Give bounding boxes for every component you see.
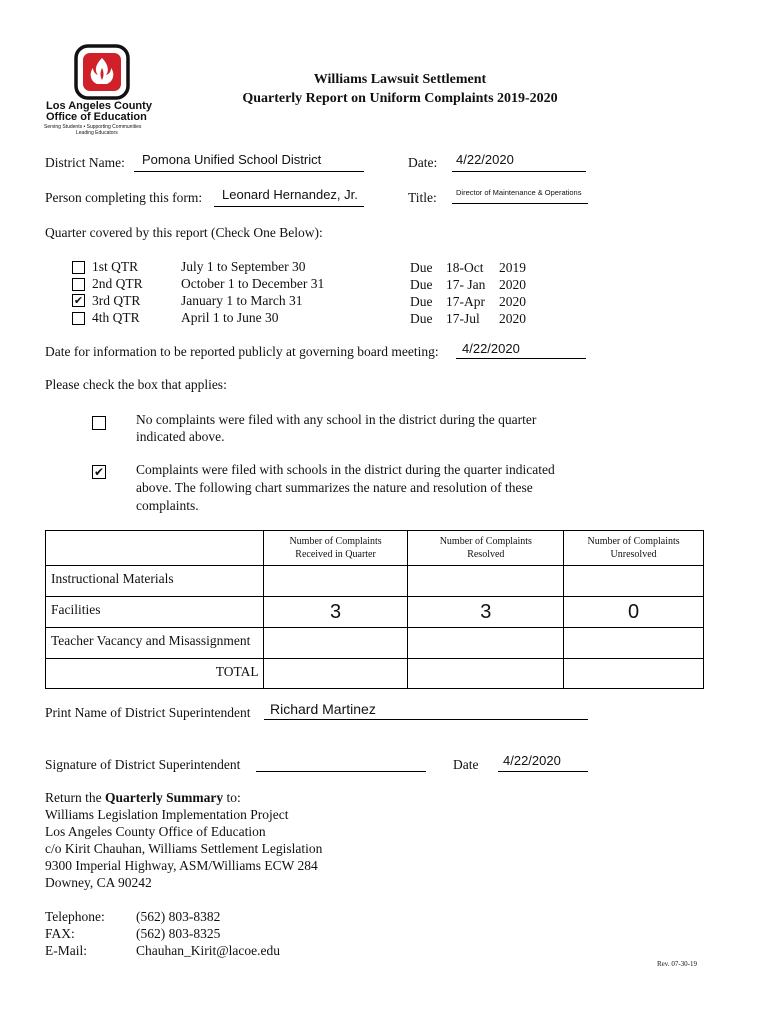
- title-field[interactable]: Director of Maintenance & Operations: [456, 188, 582, 197]
- date-field[interactable]: 4/22/2020: [456, 152, 514, 167]
- cell-total-resolved[interactable]: [408, 659, 564, 689]
- qtr2-year: 2020: [499, 277, 526, 292]
- cell-teacher-resolved[interactable]: [408, 628, 564, 659]
- quarter-prompt: Quarter covered by this report (Check One Below):: [45, 225, 323, 240]
- qtr1-due: Due: [410, 260, 433, 275]
- qtr1-checkbox[interactable]: [72, 261, 85, 274]
- row-label-instructional: Instructional Materials: [46, 566, 264, 597]
- header-unresolved: Number of Complaints Unresolved: [564, 531, 704, 566]
- cell-facilities-unresolved[interactable]: 0: [564, 597, 704, 628]
- cell-instructional-unresolved[interactable]: [564, 566, 704, 597]
- logo-tagline1: Serving Students • Supporting Communities: [44, 124, 142, 130]
- row-label-facilities: Facilities: [46, 597, 264, 628]
- table-corner-cell: [46, 531, 264, 566]
- qtr3-label: 3rd QTR: [92, 293, 141, 308]
- qtr1-label: 1st QTR: [92, 259, 139, 274]
- address-line: Downey, CA 90242: [45, 875, 152, 890]
- logo-org-line2: Office of Education: [46, 111, 147, 123]
- fax-label: FAX:: [45, 926, 75, 941]
- telephone-label: Telephone:: [45, 909, 105, 924]
- address-line: 9300 Imperial Highway, ASM/Williams ECW 284: [45, 858, 318, 873]
- person-field[interactable]: Leonard Hernandez, Jr.: [222, 187, 358, 202]
- page-title: Williams Lawsuit Settlement: [313, 72, 487, 87]
- address-line: Los Angeles County Office of Education: [45, 824, 266, 839]
- date-label: Date:: [408, 155, 438, 170]
- qtr2-label: 2nd QTR: [92, 276, 143, 291]
- header-received: Number of Complaints Received in Quarter: [263, 531, 408, 566]
- qtr4-year: 2020: [499, 311, 526, 326]
- fax-value: (562) 803-8325: [136, 926, 221, 941]
- cell-teacher-unresolved[interactable]: [564, 628, 704, 659]
- signature-line[interactable]: [256, 771, 426, 772]
- qtr4-range: April 1 to June 30: [181, 310, 279, 325]
- address-line: Williams Legislation Implementation Project: [45, 807, 289, 822]
- logo-org-line1: Los Angeles County: [46, 100, 152, 112]
- address-line: c/o Kirit Chauhan, Williams Settlement Legislation: [45, 841, 323, 856]
- qtr4-due: Due: [410, 311, 433, 326]
- qtr1-range: July 1 to September 30: [181, 259, 306, 274]
- signature-date-field[interactable]: 4/22/2020: [503, 753, 561, 768]
- print-name-field[interactable]: Richard Martinez: [270, 701, 376, 717]
- qtr3-checkbox[interactable]: ✔: [73, 294, 84, 307]
- return-to-heading: Return the Quarterly Summary to:: [45, 790, 241, 805]
- qtr3-due: Due: [410, 294, 433, 309]
- applies-prompt: Please check the box that applies:: [45, 377, 227, 392]
- no-complaints-line2: indicated above.: [136, 429, 225, 444]
- board-meeting-field[interactable]: 4/22/2020: [462, 341, 520, 356]
- no-complaints-checkbox[interactable]: [92, 416, 106, 430]
- complaints-filed-line3: complaints.: [136, 498, 199, 513]
- board-meeting-label: Date for information to be reported publicly at governing board meeting:: [45, 344, 439, 359]
- table-row: [46, 597, 704, 628]
- logo-tagline2: Leading Educators: [76, 130, 118, 136]
- qtr3-range: January 1 to March 31: [181, 293, 303, 308]
- district-label: District Name:: [45, 155, 125, 170]
- qtr4-label: 4th QTR: [92, 310, 140, 325]
- title-label: Title:: [408, 190, 437, 205]
- signature-label: Signature of District Superintendent: [45, 757, 241, 772]
- qtr2-due: Due: [410, 277, 433, 292]
- complaints-summary-table: [45, 530, 704, 689]
- qtr1-due-date: 18-Oct: [446, 260, 484, 275]
- header-resolved: Number of Complaints Resolved: [408, 531, 564, 566]
- cell-total-received[interactable]: [263, 659, 408, 689]
- complaints-filed-line2: above. The following chart summarizes the nature and resolution of these: [136, 480, 533, 495]
- cell-teacher-received[interactable]: [263, 628, 408, 659]
- qtr4-due-date: 17-Jul: [446, 311, 480, 326]
- email-label: E-Mail:: [45, 943, 87, 958]
- complaints-filed-line1: Complaints were filed with schools in the district during the quarter indicated: [136, 462, 555, 477]
- page-subtitle: Quarterly Report on Uniform Complaints 2019-2020: [242, 91, 558, 106]
- table-row: [46, 566, 704, 597]
- cell-facilities-received[interactable]: 3: [263, 597, 408, 628]
- total-label: TOTAL: [46, 659, 264, 689]
- row-label-teacher: Teacher Vacancy and Misassignment: [46, 628, 264, 659]
- table-row: [46, 628, 704, 659]
- complaints-filed-checkbox[interactable]: ✔: [93, 465, 105, 479]
- no-complaints-line1: No complaints were filed with any school in the district during the quarter: [136, 412, 537, 427]
- flame-emblem-icon: [74, 44, 130, 100]
- qtr2-due-date: 17- Jan: [446, 277, 486, 292]
- qtr3-year: 2020: [499, 294, 526, 309]
- email-link[interactable]: Chauhan_Kirit@lacoe.edu: [136, 943, 281, 958]
- qtr1-year: 2019: [499, 260, 526, 275]
- signature-date-label: Date: [453, 757, 479, 772]
- telephone-value: (562) 803-8382: [136, 909, 221, 924]
- revision-note: Rev. 07-30-19: [657, 960, 697, 968]
- person-label: Person completing this form:: [45, 190, 203, 205]
- qtr4-checkbox[interactable]: [72, 312, 85, 325]
- district-field[interactable]: Pomona Unified School District: [142, 152, 322, 167]
- qtr2-range: October 1 to December 31: [181, 276, 325, 291]
- cell-total-unresolved[interactable]: [564, 659, 704, 689]
- cell-facilities-resolved[interactable]: 3: [408, 597, 564, 628]
- table-row: [46, 659, 704, 689]
- cell-instructional-received[interactable]: [263, 566, 408, 597]
- cell-instructional-resolved[interactable]: [408, 566, 564, 597]
- print-name-label: Print Name of District Superintendent: [45, 705, 251, 720]
- qtr2-checkbox[interactable]: [72, 278, 85, 291]
- qtr3-due-date: 17-Apr: [446, 294, 485, 309]
